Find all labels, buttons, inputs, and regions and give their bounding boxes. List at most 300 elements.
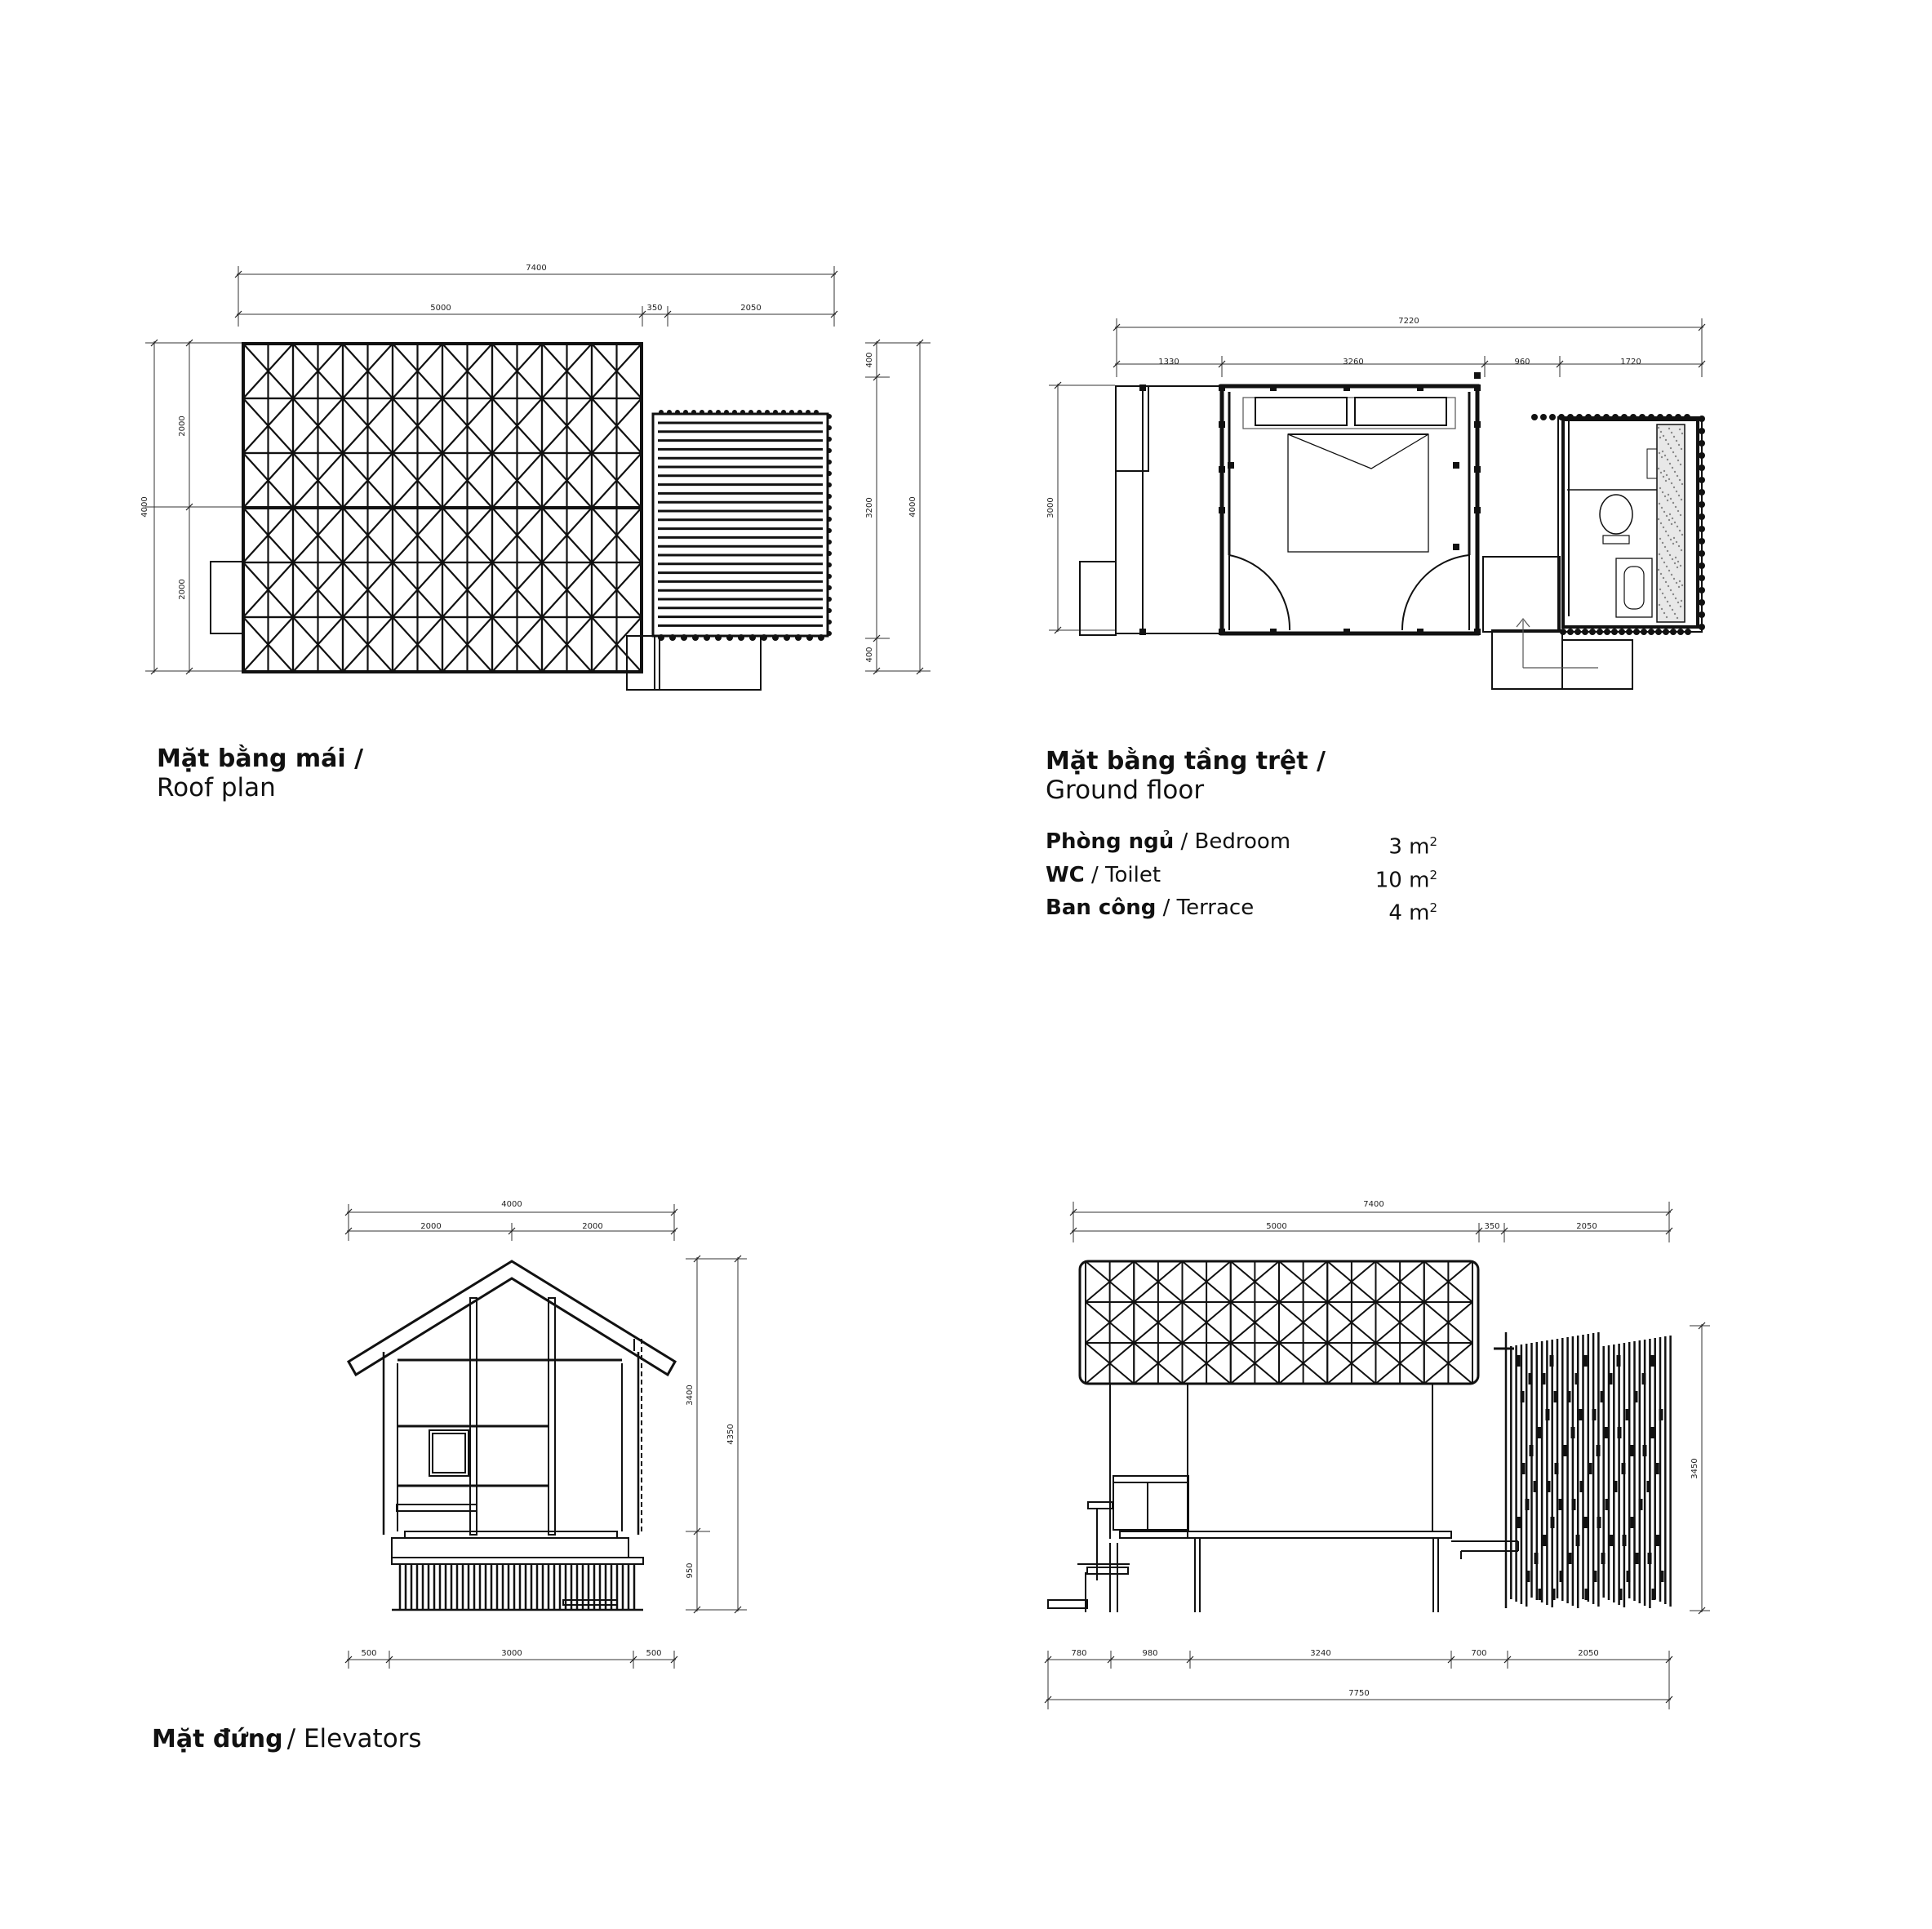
stone-dot — [1674, 471, 1676, 473]
stone-dot — [1672, 467, 1673, 469]
stone-dot — [1669, 605, 1671, 607]
dim-label: 3240 — [1310, 1649, 1331, 1658]
stone-dot — [1668, 585, 1669, 587]
stone-dot — [1678, 545, 1680, 547]
pergola-slats — [658, 423, 823, 625]
stone-dot — [1670, 589, 1672, 591]
toilet-tank — [1603, 536, 1629, 544]
post-dot — [724, 410, 729, 415]
area-name: Ban công — [1046, 896, 1157, 921]
stone-dot — [1660, 472, 1662, 473]
stone-dot — [1668, 494, 1669, 496]
post-dot — [1699, 489, 1705, 496]
stone-dot — [1659, 604, 1660, 606]
dim-label: 3000 — [1046, 497, 1055, 518]
stone-dot — [1673, 436, 1675, 438]
side-elevation-dims-right — [1690, 1322, 1710, 1614]
post-dot — [818, 634, 824, 641]
stone-dot — [1677, 475, 1678, 477]
terrace-step — [655, 636, 761, 690]
stone-dot — [1665, 531, 1667, 532]
stone-dot — [1678, 444, 1680, 446]
post-dot — [1540, 414, 1547, 420]
dim-label: 3000 — [501, 1649, 522, 1658]
stone-dot — [1672, 609, 1673, 611]
dim-label: 5000 — [1266, 1222, 1287, 1231]
dim-label: 2000 — [420, 1222, 442, 1231]
area-name: Phòng ngủ — [1046, 829, 1175, 854]
floor-platform — [405, 1531, 617, 1538]
pillow — [1255, 398, 1347, 425]
post-dot — [1699, 513, 1705, 520]
post — [549, 1298, 555, 1535]
headboard — [1243, 398, 1455, 429]
dim-label: 500 — [646, 1649, 662, 1658]
front-elevation — [345, 1200, 747, 1669]
area-row-toilet — [1046, 861, 1437, 895]
stone-dot — [1680, 464, 1681, 465]
post-dot — [1139, 384, 1146, 391]
stone-dot — [1672, 451, 1674, 453]
post-dot — [658, 634, 664, 641]
post-dot — [1670, 629, 1677, 635]
stone-dot — [1662, 491, 1663, 493]
post-dot — [1611, 629, 1618, 635]
post-dot — [827, 562, 832, 567]
stone-dot — [1680, 565, 1681, 567]
bamboo-piles — [392, 1564, 643, 1610]
window — [1113, 1476, 1188, 1530]
post-dot — [1576, 414, 1583, 420]
roof-plan-dims-right — [865, 340, 930, 674]
dim-label: 7400 — [526, 264, 547, 273]
post-dot — [827, 482, 832, 487]
bamboo-wc-wall — [1506, 1332, 1671, 1608]
post-dot — [1582, 629, 1588, 635]
post-dot — [1699, 575, 1705, 581]
gable-roof — [349, 1261, 675, 1375]
stone-dot — [1677, 567, 1678, 568]
stone-dot — [1670, 447, 1672, 449]
dim-label: 700 — [1471, 1649, 1487, 1658]
post-dot — [1549, 414, 1556, 420]
stone-dot — [1661, 507, 1663, 509]
dim-label: 2000 — [178, 416, 187, 437]
stone-dot — [1665, 581, 1667, 583]
post-dot — [827, 517, 832, 522]
post-dot — [827, 494, 832, 499]
stone-dot — [1660, 431, 1662, 433]
post-dot — [827, 471, 832, 476]
dim-label: 780 — [1071, 1649, 1087, 1658]
post-dot — [1630, 414, 1637, 420]
ground-floor-title: Mặt bằng tầng trệt / — [1046, 747, 1326, 776]
stone-dot — [1681, 499, 1682, 500]
stone-dot — [1665, 439, 1667, 441]
entry-box — [1080, 562, 1116, 635]
stone-dot — [1675, 506, 1677, 508]
area-value: 4 m — [1388, 900, 1430, 926]
post-dot — [806, 410, 811, 415]
dim-label: 2050 — [1578, 1649, 1599, 1658]
stone-dot — [1664, 546, 1666, 548]
roof-plan-dims-left — [140, 340, 245, 674]
post-dot — [1699, 538, 1705, 544]
bench — [1088, 1502, 1113, 1509]
post-dot — [740, 410, 745, 415]
post-dot — [669, 634, 676, 641]
post-dot — [1560, 629, 1566, 635]
bench — [397, 1505, 477, 1511]
floor-platform — [392, 1538, 628, 1558]
stone-dot — [1664, 455, 1666, 456]
stone-dot — [1658, 518, 1659, 520]
stone-dot — [1662, 593, 1663, 594]
stone-dot — [1659, 452, 1660, 454]
post-dot — [1228, 462, 1234, 469]
post-dot — [1603, 414, 1610, 420]
post-dot — [659, 410, 664, 415]
area-name-en: / Toilet — [1091, 862, 1161, 887]
stone-dot — [1663, 562, 1665, 563]
bedroom-wall — [1222, 386, 1477, 633]
stone-dot — [1668, 478, 1670, 480]
shelf — [1647, 449, 1657, 478]
stone-dot — [1667, 550, 1668, 552]
stone-dot — [1670, 498, 1672, 500]
ground-floor-plan — [1046, 317, 1705, 689]
post-dot — [1699, 599, 1705, 606]
stone-dot — [1668, 519, 1670, 521]
area-value: 10 m — [1375, 868, 1430, 893]
stone-dot — [1679, 530, 1681, 531]
front-elevation-dims-top — [345, 1200, 677, 1241]
dim-label: 500 — [361, 1649, 377, 1658]
dim-label: 1330 — [1158, 358, 1179, 367]
post-dot — [704, 634, 710, 641]
post-dot — [1699, 587, 1705, 593]
stone-dot — [1664, 597, 1666, 598]
post-dot — [1677, 629, 1684, 635]
stone-dot — [1661, 456, 1663, 458]
stone-dot — [1676, 440, 1677, 442]
stone-dot — [1663, 612, 1665, 614]
stone-dot — [1664, 496, 1666, 497]
post-dot — [1474, 507, 1481, 513]
post-dot — [827, 425, 832, 430]
post-dot — [732, 410, 737, 415]
entry-stairs — [1048, 1543, 1130, 1612]
stone-dot — [1676, 541, 1677, 543]
stone-dot — [1659, 589, 1661, 590]
stone-dot — [1672, 593, 1674, 595]
ground-floor-subtitle: Ground floor — [1046, 776, 1205, 805]
dim-label: 4000 — [501, 1200, 522, 1209]
dim-label: 3450 — [1690, 1458, 1699, 1479]
post-dot — [827, 540, 832, 544]
stone-dot — [1667, 601, 1668, 602]
post-dot — [1594, 414, 1601, 420]
post-dot — [773, 410, 778, 415]
stone-dot — [1679, 429, 1681, 430]
deck-legs — [1195, 1538, 1438, 1612]
post-dot — [827, 620, 832, 624]
post-dot — [827, 528, 832, 533]
stone-dot — [1674, 613, 1676, 615]
dim-label: 960 — [1514, 358, 1530, 367]
post-dot — [1619, 629, 1625, 635]
stone-dot — [1679, 479, 1681, 481]
area-row-terrace — [1046, 894, 1437, 927]
stone-dot — [1663, 577, 1664, 579]
stone-dot — [1671, 482, 1672, 484]
stone-dot — [1666, 474, 1668, 476]
post-dot — [797, 410, 802, 415]
dim-label: 2000 — [178, 579, 187, 600]
post-dot — [1219, 384, 1225, 391]
post-dot — [827, 505, 832, 510]
roof-plan-subtitle: Roof plan — [157, 773, 276, 802]
post-dot — [1474, 466, 1481, 473]
post-dot — [749, 634, 756, 641]
door-swing — [1229, 555, 1290, 630]
post-dot — [1699, 501, 1705, 508]
post-dot — [1344, 384, 1350, 391]
post-dot — [1639, 414, 1646, 420]
sink — [1616, 558, 1652, 617]
stone-dot — [1672, 518, 1673, 519]
stone-dot — [1668, 535, 1669, 536]
stone-dot — [1670, 539, 1672, 540]
stone-dot — [1658, 427, 1659, 429]
post-dot — [1270, 629, 1277, 635]
post-dot — [1585, 414, 1592, 420]
post-dot — [1417, 629, 1423, 635]
dim-label: 7750 — [1348, 1689, 1370, 1698]
stone-dot — [1674, 522, 1676, 523]
post-dot — [827, 574, 832, 579]
side-wall — [1116, 386, 1143, 633]
stone-dot — [1681, 584, 1683, 586]
stone-dot — [1677, 460, 1679, 461]
stone-dot — [1675, 456, 1677, 457]
stone-dot — [1667, 459, 1668, 460]
post-dot — [827, 448, 832, 453]
stone-dot — [1666, 566, 1668, 567]
side-elevation-dims-bottom — [1045, 1649, 1672, 1709]
area-unit-sup: 2 — [1429, 900, 1437, 916]
entry-step — [1492, 630, 1562, 689]
post-dot — [1699, 562, 1705, 569]
side-wall — [398, 1363, 622, 1531]
area-unit-sup: 2 — [1429, 867, 1437, 882]
side-wall — [384, 1352, 638, 1535]
post-dot — [1474, 421, 1481, 428]
post-dot — [1626, 629, 1632, 635]
stone-dot — [1659, 437, 1661, 438]
post-dot — [784, 634, 790, 641]
post-dot — [748, 410, 753, 415]
post-dot — [1139, 629, 1146, 635]
post-dot — [1531, 414, 1538, 420]
post-dot — [716, 410, 721, 415]
stone-dot — [1681, 549, 1682, 551]
post-dot — [726, 634, 733, 641]
stone-dot — [1661, 608, 1663, 610]
elevations-title: Mặt đứng — [152, 1725, 283, 1753]
stone-dot — [1675, 598, 1677, 599]
bed-sheet-fold — [1288, 434, 1428, 469]
stone-dot — [1659, 503, 1660, 504]
stone-dot — [1677, 617, 1678, 619]
post-dot — [715, 634, 722, 641]
post-dot — [1666, 414, 1672, 420]
door-swing — [1402, 555, 1469, 630]
dim-label: 2000 — [582, 1222, 603, 1231]
area-name-en: / Bedroom — [1180, 829, 1291, 854]
stone-dot — [1660, 522, 1662, 524]
window — [433, 1433, 465, 1473]
stone-dot — [1663, 435, 1664, 437]
area-value: 3 m — [1388, 834, 1430, 860]
stone-dot — [1673, 578, 1675, 580]
bed — [1288, 434, 1428, 552]
post-dot — [1699, 477, 1705, 483]
post-dot — [1474, 384, 1481, 391]
stone-dot — [1671, 574, 1672, 576]
stone-dot — [1671, 432, 1672, 433]
post-dot — [1621, 414, 1628, 420]
stone-dot — [1678, 495, 1680, 496]
post-dot — [795, 634, 802, 641]
stone-dot — [1677, 561, 1679, 562]
roof-plan-dims-top — [235, 264, 837, 327]
area-name-en: / Terrace — [1162, 896, 1255, 921]
stone-dot — [1675, 557, 1677, 558]
post-dot — [1699, 624, 1705, 630]
ground-floor-caption — [1046, 747, 1326, 805]
dim-label: 7400 — [1363, 1200, 1384, 1209]
stone-dot — [1668, 570, 1670, 571]
stone-dot — [1681, 534, 1683, 536]
stone-dot — [1663, 470, 1665, 472]
post-dot — [781, 410, 786, 415]
dim-label: 400 — [865, 647, 874, 663]
post-dot — [1597, 629, 1603, 635]
stone-dot — [1667, 500, 1668, 501]
stone-dot — [1669, 554, 1671, 556]
post-dot — [765, 410, 770, 415]
post-dot — [1684, 414, 1690, 420]
post-dot — [827, 437, 832, 442]
area-unit-sup: 2 — [1429, 834, 1437, 849]
post-dot — [738, 634, 744, 641]
roof-plan-title: Mặt bằng mái / — [157, 744, 364, 773]
dim-label: 3400 — [686, 1385, 695, 1406]
post-dot — [827, 631, 832, 636]
post-dot — [814, 410, 819, 415]
stone-dot — [1681, 433, 1683, 434]
dim-label: 4000 — [140, 496, 149, 518]
post-dot — [1633, 629, 1640, 635]
roof-side-box — [211, 562, 243, 633]
stone-dot — [1665, 480, 1667, 482]
bedroom-outline — [1143, 386, 1477, 633]
stone-dot — [1672, 502, 1674, 504]
pillow — [1355, 398, 1446, 425]
post-dot — [1604, 629, 1610, 635]
stone-dot — [1681, 448, 1682, 450]
post-dot — [757, 410, 762, 415]
stone-dot — [1681, 600, 1682, 602]
post-dot — [1663, 629, 1669, 635]
stone-dot — [1674, 562, 1676, 564]
area-name: WC — [1046, 862, 1085, 887]
post-dot — [827, 551, 832, 556]
elevations-caption — [152, 1724, 422, 1753]
side-elevation — [1045, 1200, 1710, 1709]
dim-label: 2050 — [1576, 1222, 1597, 1231]
post-dot — [1699, 440, 1705, 447]
post-dot — [1453, 544, 1459, 550]
stone-dot — [1662, 451, 1663, 452]
post-dot — [827, 460, 832, 464]
post-dot — [691, 410, 696, 415]
post-dot — [1567, 629, 1574, 635]
post-dot — [1474, 629, 1481, 635]
roof-plan — [140, 264, 930, 690]
front-elevation-dims-bottom — [345, 1649, 677, 1669]
post-dot — [667, 410, 672, 415]
roof-plan-caption — [157, 744, 363, 802]
stone-dot — [1659, 487, 1661, 489]
post-dot — [700, 410, 704, 415]
post-dot — [683, 410, 688, 415]
post-dot — [1648, 414, 1654, 420]
post-dot — [827, 414, 832, 419]
stone-dot — [1680, 514, 1681, 516]
stone-dot — [1663, 511, 1665, 513]
stone-dot — [1659, 538, 1661, 540]
post-dot — [789, 410, 794, 415]
dim-label: 2050 — [740, 304, 762, 313]
side-elevation-dims-top — [1070, 1200, 1672, 1242]
post-dot — [761, 634, 767, 641]
entry-step — [1562, 640, 1632, 689]
stone-dot — [1662, 542, 1663, 544]
stone-dot — [1659, 553, 1660, 555]
post-dot — [1589, 629, 1596, 635]
ground-floor-dims-top — [1113, 317, 1705, 377]
post-dot — [1641, 629, 1647, 635]
stone-dot — [1658, 569, 1659, 571]
post-dot — [675, 410, 680, 415]
post-dot — [1675, 414, 1681, 420]
post-dot — [692, 634, 699, 641]
deck — [1120, 1531, 1451, 1538]
post-dot — [1270, 384, 1277, 391]
dim-label: 4000 — [908, 496, 917, 518]
post-dot — [1417, 384, 1423, 391]
post-dot — [1699, 526, 1705, 532]
post-dot — [827, 597, 832, 602]
post-dot — [1699, 550, 1705, 557]
stone-dot — [1676, 582, 1677, 584]
post-dot — [1574, 629, 1581, 635]
stone-dot — [1666, 515, 1668, 517]
stone-dot — [1680, 606, 1681, 607]
post-dot — [1612, 414, 1619, 420]
